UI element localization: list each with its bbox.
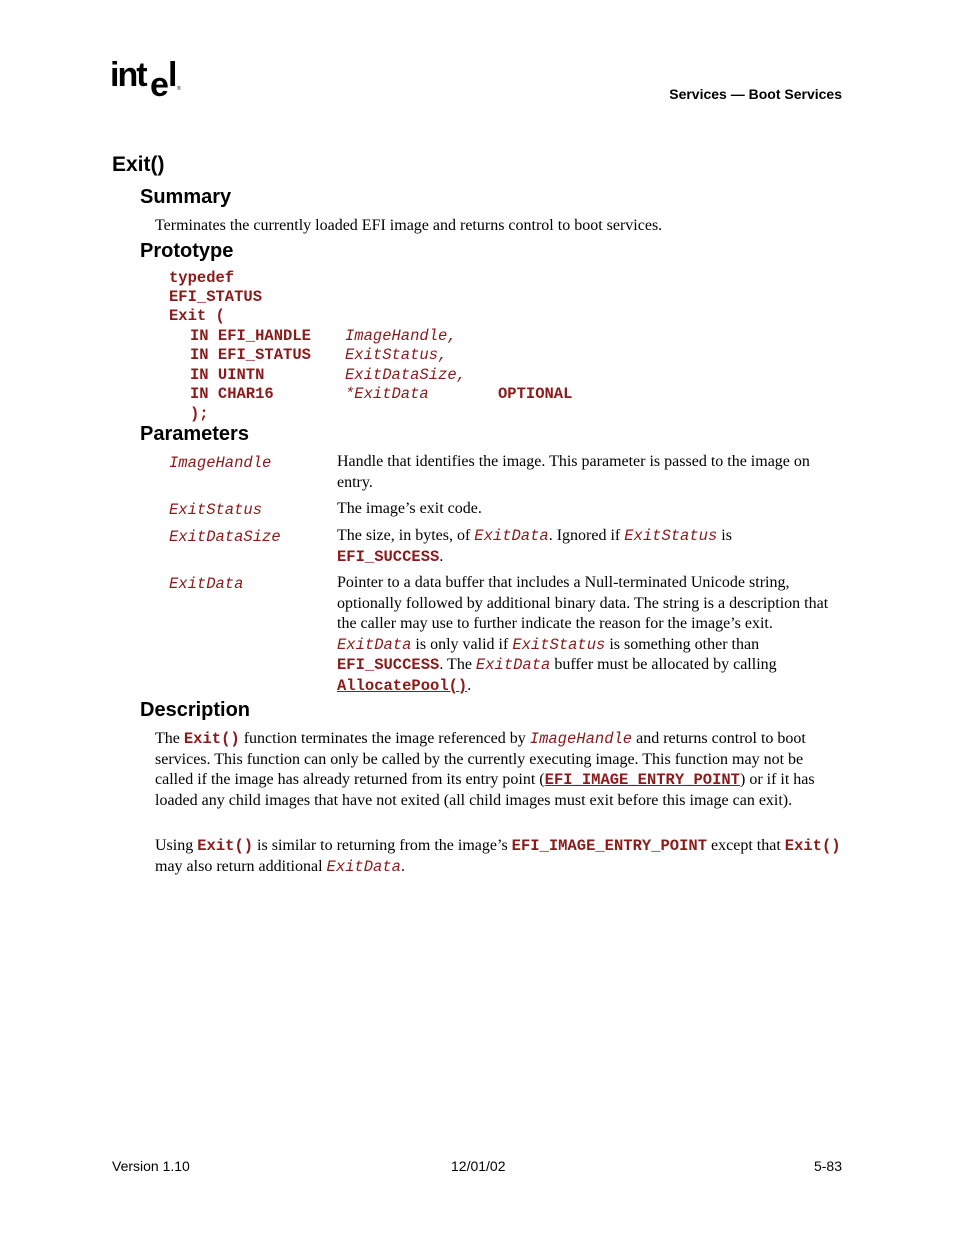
svg-text:e: e: [150, 66, 167, 100]
text: is something other than: [605, 635, 760, 653]
text: . The: [439, 656, 476, 673]
param-name-imagehandle: ImageHandle: [169, 454, 272, 472]
code-ref: ImageHandle: [529, 730, 633, 748]
text: Pointer to a data buffer that includes a Null-terminated Unicode string, optionally followed by additional binary data. The string is a description that the caller may use to further indicate the reason for the image’s exit.: [337, 574, 829, 632]
summary-text: Terminates the currently loaded EFI image and returns control to boot services.: [155, 217, 663, 234]
text: Using: [155, 837, 198, 854]
param-desc-exitstatus: The image’s exit code.: [337, 500, 482, 517]
proto-param-optional: OPTIONAL: [498, 385, 573, 403]
code-ref: ExitStatus: [512, 635, 606, 654]
text: .: [467, 676, 472, 694]
text: The size, in bytes, of: [337, 527, 475, 544]
text: The: [155, 730, 184, 747]
param-desc-exitdata: [337, 573, 842, 696]
proto-param-name: *ExitData: [345, 385, 429, 403]
code-ref: ExitData: [474, 527, 549, 545]
text: and returns control to boot services. This function can only be called by the currently executing image. This function may not be called if the image has already returned from its entry point (: [155, 730, 806, 788]
text: may also return additional: [155, 857, 327, 875]
text: . Ignored if: [548, 527, 625, 544]
param-desc-imagehandle: Handle that identifies the image. This parameter is passed to the image on entry.: [337, 453, 810, 491]
svg-text:l: l: [168, 56, 178, 94]
param-name-exitdatasize: ExitDataSize: [169, 528, 281, 546]
code-ref: EFI_SUCCESS: [337, 547, 440, 566]
efi-image-entry-point-link[interactable]: EFI_IMAGE_ENTRY_POINT: [544, 771, 740, 789]
footer-page-number: 5-83: [813, 1158, 842, 1174]
code-ref: EFI_SUCCESS: [337, 656, 440, 674]
code-ref: Exit(): [197, 837, 254, 855]
proto-param-name: ExitDataSize,: [345, 366, 466, 384]
description-heading: Description: [140, 699, 251, 721]
text: ) or if it has loaded any child images that have not exited (all child images must exit before this image can exit).: [155, 771, 815, 809]
allocatepool-link[interactable]: AllocatePool(): [337, 676, 468, 695]
parameters-heading: Parameters: [140, 423, 249, 445]
text: is: [717, 527, 732, 544]
footer-version: Version 1.10: [112, 1158, 190, 1174]
proto-param-kw: IN EFI_HANDLE: [190, 327, 311, 345]
description-para-1: [155, 729, 843, 811]
proto-param-kw: IN EFI_STATUS: [190, 346, 311, 364]
header-section-title: Services — Boot Services: [669, 86, 842, 102]
param-desc-exitdatasize: [337, 526, 842, 567]
footer-date: 12/01/02: [451, 1158, 506, 1174]
summary-heading: Summary: [140, 186, 232, 208]
code-ref: ExitData: [475, 656, 551, 674]
param-name-exitstatus: ExitStatus: [169, 501, 263, 519]
text: .: [439, 547, 444, 565]
proto-close: );: [190, 405, 209, 423]
description-para-2: [155, 836, 843, 877]
proto-param-kw: IN UINTN: [190, 366, 265, 384]
page-title: Exit(): [112, 153, 165, 176]
intel-logo: [110, 56, 184, 105]
text: except that: [707, 837, 785, 854]
svg-text:int: int: [110, 56, 146, 94]
text: function terminates the image referenced by: [239, 730, 530, 747]
param-name-exitdata: ExitData: [169, 575, 244, 593]
proto-return-type: EFI_STATUS: [169, 288, 263, 306]
code-ref: Exit(): [784, 837, 841, 855]
code-ref: EFI_IMAGE_ENTRY_POINT: [511, 837, 708, 855]
proto-func-name: Exit (: [169, 307, 225, 325]
proto-param-name: ImageHandle,: [345, 327, 457, 345]
proto-param-kw: IN CHAR16: [190, 385, 274, 403]
text: buffer must be allocated by calling: [550, 656, 777, 673]
code-ref: Exit(): [183, 730, 240, 748]
text: is similar to returning from the image’s: [253, 837, 512, 854]
svg-text:®: ®: [177, 86, 181, 92]
proto-param-name: ExitStatus,: [345, 346, 448, 364]
code-ref: ExitData: [337, 635, 412, 654]
prototype-heading: Prototype: [140, 240, 234, 262]
code-ref: ExitStatus: [624, 527, 718, 545]
text: is only valid if: [411, 635, 513, 653]
text: .: [400, 857, 405, 875]
proto-typedef: typedef: [169, 269, 235, 287]
code-ref: ExitData: [326, 857, 401, 876]
